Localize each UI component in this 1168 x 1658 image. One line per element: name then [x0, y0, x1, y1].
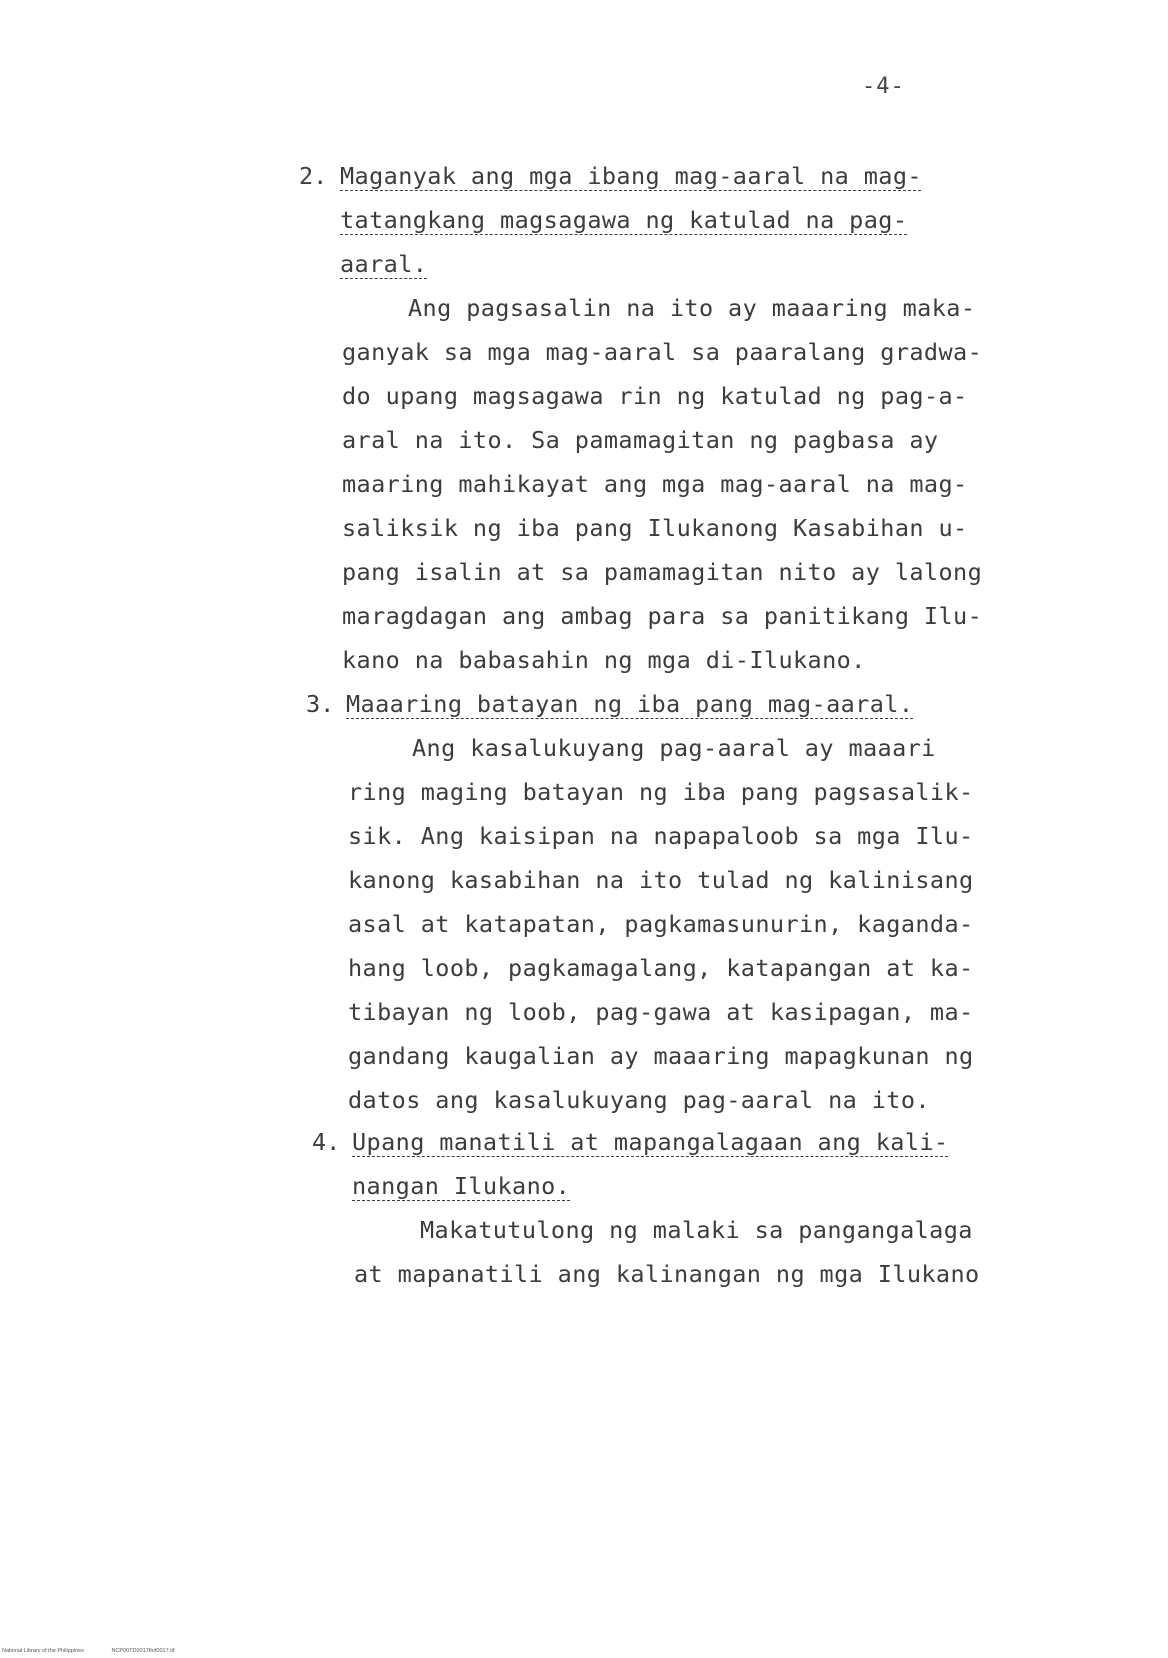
body-line: gandang kaugalian ay maaaring mapagkunan ng: [348, 1042, 974, 1070]
body-line: Makatutulong ng malaki sa pangangalaga: [420, 1216, 973, 1244]
body-line: datos ang kasalukuyang pag-aaral na ito.: [348, 1086, 930, 1114]
body-line: ring maging batayan ng iba pang pagsasalik-: [348, 778, 974, 806]
footer-library: National Library of the Philippines: [2, 1648, 84, 1654]
item-heading-line: Maganyak ang mga ibang mag-aaral na mag-: [340, 162, 922, 190]
item-heading-line: nangan Ilukano.: [352, 1172, 571, 1200]
body-line: pang isalin at sa pamamagitan nito ay lalong: [342, 558, 983, 586]
body-line: hang loob, pagkamagalang, katapangan at ka-: [348, 954, 974, 982]
item-heading-line: Maaaring batayan ng iba pang mag-aaral.: [346, 690, 914, 718]
body-line: do upang magsagawa rin ng katulad ng pag-a-: [342, 382, 968, 410]
body-line: Ang kasalukuyang pag-aaral ay maaari: [412, 734, 936, 762]
item-heading-line: tatangkang magsagawa ng katulad na pag-: [340, 206, 908, 234]
item-heading-line: Upang manatili at mapangalagaan ang kali-: [352, 1128, 949, 1156]
body-line: Ang pagsasalin na ito ay maaaring maka-: [408, 294, 976, 322]
item-number: 4.: [312, 1128, 341, 1156]
body-line: asal at katapatan, pagkamasunurin, kaganda-: [348, 910, 974, 938]
page-number: -4-: [862, 74, 905, 99]
item-number: 3.: [306, 690, 335, 718]
body-line: tibayan ng loob, pag-gawa at kasipagan, ma-: [348, 998, 974, 1026]
footer-file: NCP00TD0017thd0017.tif: [111, 1648, 175, 1654]
body-line: maragdagan ang ambag para sa panitikang Ilu-: [342, 602, 983, 630]
item-number: 2.: [299, 162, 328, 190]
body-line: kano na babasahin ng mga di-Ilukano.: [342, 646, 866, 674]
body-line: at mapanatili ang kalinangan ng mga Ilukano: [354, 1260, 980, 1288]
body-line: sik. Ang kaisipan na napapaloob sa mga Ilu-: [348, 822, 974, 850]
body-line: ganyak sa mga mag-aaral sa paaralang gradwa-: [342, 338, 983, 366]
item-heading-line: aaral.: [340, 250, 428, 278]
body-line: aral na ito. Sa pamamagitan ng pagbasa ay: [342, 426, 939, 454]
body-line: kanong kasabihan na ito tulad ng kalinisang: [348, 866, 974, 894]
body-line: saliksik ng iba pang Ilukanong Kasabihan u-: [342, 514, 968, 542]
body-line: maaring mahikayat ang mga mag-aaral na mag-: [342, 470, 968, 498]
scan-footer: [2, 1648, 200, 1654]
